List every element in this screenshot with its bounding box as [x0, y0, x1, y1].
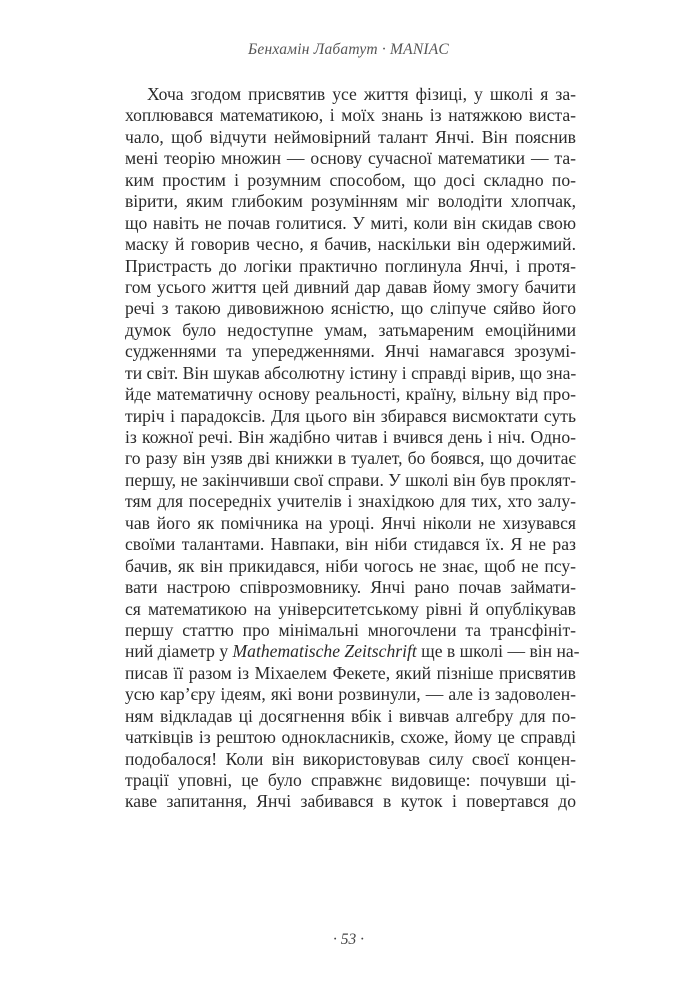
- text-line: [125, 706, 576, 727]
- text-line: [125, 599, 576, 620]
- text-line: [125, 577, 576, 598]
- text-segment: ти світ. Він шукав абсолютну істину і справді вірив, що зна-: [125, 362, 577, 383]
- text-segment: чав його як помічника на уроці. Янчі ніколи не хизувався: [125, 512, 576, 533]
- text-line: [125, 448, 576, 469]
- text-line: [125, 384, 576, 405]
- text-line: [125, 191, 576, 212]
- text-segment: каве запитання, Янчі забивався в куток і повертався до: [125, 791, 576, 812]
- text-line: [125, 298, 576, 319]
- text-line: [125, 127, 576, 148]
- text-segment: тям для посередніх учителів і знахідкою для тих, хто залу-: [125, 491, 576, 512]
- text-line: [125, 749, 576, 770]
- text-line: [125, 277, 576, 298]
- text-segment: із кожної речі. Він жадібно читав і вчився день і ніч. Одно-: [125, 427, 576, 447]
- text-line: [125, 320, 576, 341]
- text-segment: ням відкладав ці досягнення вбік і вивчав алгебру для по-: [125, 705, 576, 726]
- text-segment: гом усього життя цей дивний дар давав йому змогу бачити: [125, 276, 576, 297]
- page-number: · 53 ·: [333, 931, 364, 948]
- text-line: [125, 770, 576, 791]
- text-segment: чало, щоб відчути неймовірний талант Янчі. Він пояснив: [125, 126, 576, 147]
- running-head: Бенхамін Лабатут · MANIAC: [248, 41, 449, 58]
- text-line: [125, 170, 576, 191]
- text-segment: судженнями та упередженнями. Янчі намагався зрозумі-: [125, 341, 576, 362]
- text-segment: усю кар’єру ідеям, які вони розвинули, — але із задоволен-: [125, 684, 576, 705]
- text-line: [125, 234, 576, 255]
- text-line: [125, 620, 576, 641]
- text-segment: ся математикою на університетському рівні й опублікував: [125, 598, 576, 619]
- text-line: [125, 556, 576, 577]
- text-segment: мені теорію множин — основу сучасної математики — та-: [125, 148, 576, 169]
- text-segment: що навіть не почав голитися. У миті, коли він скидав свою: [125, 212, 576, 233]
- text-segment: подобалося! Коли він використовував силу своєї концен-: [125, 748, 576, 769]
- text-line: [125, 534, 576, 555]
- text-line: [125, 363, 576, 384]
- text-segment: першу статтю про мінімальні многочлени та трансфініт-: [125, 619, 576, 640]
- text-line: [125, 256, 576, 277]
- text-line: [125, 148, 576, 169]
- text-segment: чатківців із рештою однокласників, схоже, йому це справді: [125, 727, 576, 748]
- text-segment: Хоча згодом присвятив усе життя фізиці, у школі я за-: [147, 84, 576, 104]
- text-line: [125, 105, 576, 126]
- text-segment: першу, не закінчивши свої справи. У школі він був проклят-: [125, 469, 576, 490]
- text-line: [125, 641, 580, 662]
- text-line: [125, 470, 576, 491]
- text-line: [125, 791, 576, 812]
- italic-title: Mathematische Zeitschrift: [232, 641, 417, 662]
- text-line: [125, 84, 576, 105]
- text-segment: ний діаметр у: [125, 641, 233, 662]
- text-line: [125, 406, 576, 427]
- text-line: [125, 663, 576, 684]
- text-segment: ще в школі — він на-: [416, 641, 580, 662]
- text-segment: своїми талантами. Навпаки, він ніби стидався їх. Я не раз: [125, 534, 576, 555]
- text-segment: бачив, як він прикидався, ніби чогось не знає, щоб не псу-: [125, 555, 576, 576]
- text-line: [125, 213, 576, 234]
- text-segment: Пристрасть до логіки практично поглинула Янчі, і протя-: [125, 255, 576, 276]
- text-segment: писав її разом із Міхаелем Фекете, який пізніше присвятив: [125, 662, 576, 683]
- text-segment: вірити, яким глибоким розумінням міг володіти хлопчак,: [125, 191, 576, 212]
- text-line: [125, 491, 576, 512]
- text-segment: трації уповні, це було справжнє видовище: почувши ці-: [125, 770, 576, 790]
- text-segment: ким простим і розумним способом, що досі складно по-: [125, 169, 576, 190]
- text-line: [125, 427, 576, 448]
- text-segment: хоплювався математикою, і моїх знань із натяжкою виста-: [125, 105, 576, 126]
- body-text: [125, 84, 580, 813]
- text-segment: думок було недоступне умам, затьмареним емоційними: [125, 319, 576, 340]
- text-line: [125, 727, 576, 748]
- text-line: [125, 341, 576, 362]
- text-segment: маску й говорив чесно, я бачив, наскільки він одержимий.: [125, 234, 576, 255]
- text-line: [125, 513, 576, 534]
- text-segment: йде математичну основу реальності, країну, вільну від про-: [125, 384, 576, 405]
- text-segment: тиріч і парадоксів. Для цього він збирався висмоктати суть: [125, 405, 576, 426]
- text-segment: вати настрою співрозмовнику. Янчі рано почав займати-: [125, 577, 576, 598]
- text-line: [125, 684, 576, 705]
- text-segment: го разу він узяв дві книжки в туалет, бо боявся, що дочитає: [125, 448, 576, 469]
- text-segment: речі з такою дивовижною ясністю, що сліпуче сяйво його: [125, 298, 576, 319]
